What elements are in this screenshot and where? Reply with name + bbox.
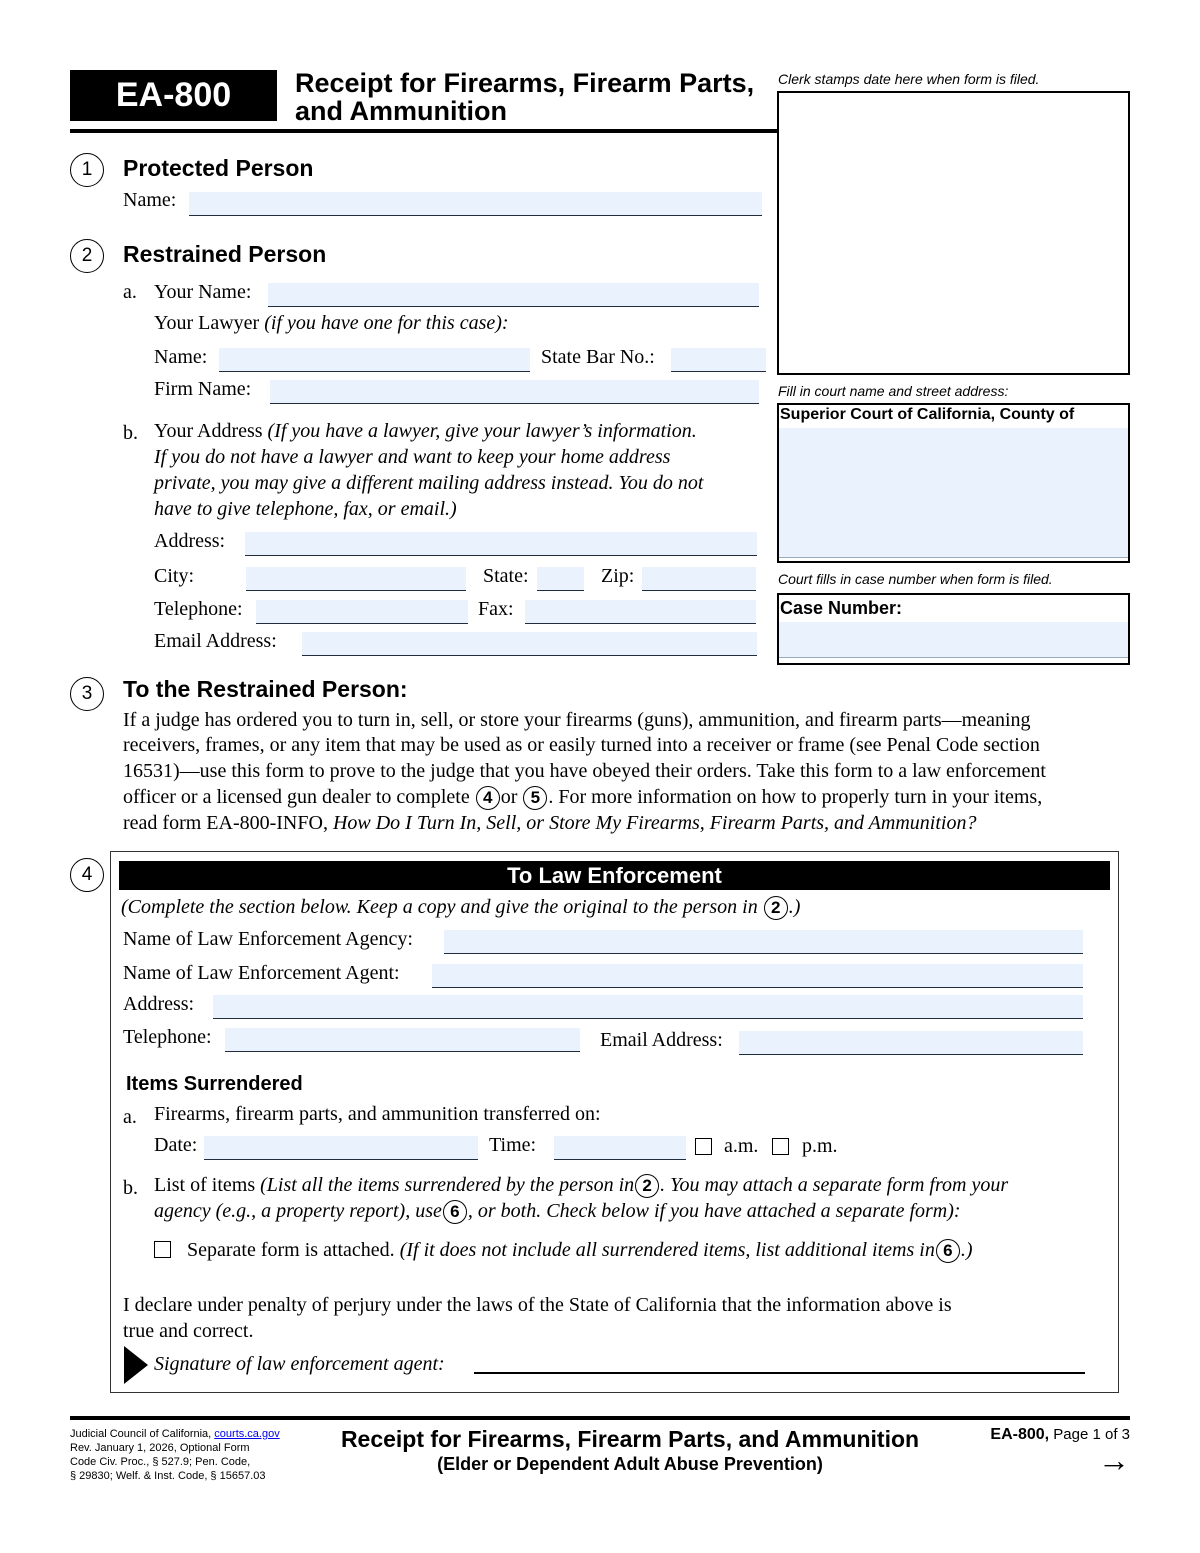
agent-field[interactable] <box>432 964 1083 988</box>
case-number-label: Case Number: <box>780 598 903 618</box>
section-2-title: Restrained Person <box>123 241 327 267</box>
le-address-field[interactable] <box>213 995 1083 1019</box>
court-name: Superior Court of California, County of <box>780 406 1075 423</box>
signature-line[interactable] <box>474 1372 1085 1374</box>
firm-name-label: Firm Name: <box>154 378 252 400</box>
section-1-title: Protected Person <box>123 155 314 181</box>
lawyer-note: (if you have one for this case): <box>264 312 509 334</box>
address-note-4 <box>154 498 457 521</box>
lawyer-name-field[interactable] <box>219 348 530 372</box>
transferred-label: Firearms, firearm parts, and ammunition transferred on: <box>154 1103 601 1125</box>
section-3-line4-b: . For more information on how to properly turn in your items, <box>548 786 1043 808</box>
clerk-stamp-box <box>777 91 1130 375</box>
next-page-arrow-icon: → <box>1098 1442 1130 1478</box>
address-note-3-text: private, you may give a different mailing address instead. You do not <box>154 472 704 494</box>
protected-name-label: Name: <box>123 189 177 211</box>
address-label: Address: <box>154 530 226 552</box>
pm-label: p.m. <box>802 1135 838 1157</box>
state-field[interactable] <box>537 567 584 591</box>
firm-name-field[interactable] <box>270 380 759 404</box>
city-label: City: <box>154 565 195 587</box>
fax-field[interactable] <box>525 600 756 624</box>
ref-section-2-list: 2 <box>635 1174 659 1198</box>
list-items-note-d: , or both. Check below if you have attached a separate form): <box>467 1200 961 1222</box>
list-items-note-c: agency (e.g., a property report), use <box>154 1200 442 1222</box>
separate-form-label: Separate form is attached. <box>187 1239 395 1261</box>
case-number-field[interactable] <box>779 622 1128 658</box>
footer-subtitle: (Elder or Dependent Adult Abuse Prevention) <box>437 1454 823 1474</box>
protected-name-field[interactable] <box>189 192 762 216</box>
le-email-label: Email Address: <box>600 1029 723 1051</box>
le-address-label: Address: <box>123 993 195 1015</box>
pm-checkbox[interactable] <box>772 1138 789 1155</box>
header-rule <box>70 129 778 133</box>
section-4-instruction <box>121 896 800 920</box>
item-a-marker: a. <box>123 281 137 303</box>
ref-section-6-list: 6 <box>443 1200 467 1224</box>
separate-form-line <box>187 1239 973 1263</box>
agent-label: Name of Law Enforcement Agent: <box>123 962 400 984</box>
your-name-label: Your Name: <box>154 281 252 303</box>
ref-section-2: 2 <box>764 896 788 920</box>
form-number: EA-800 <box>115 76 232 114</box>
date-label: Date: <box>154 1134 198 1156</box>
lawyer-label-text: Your Lawyer <box>154 312 260 334</box>
address-note-1: (If you have a lawyer, give your lawyer’s information. <box>267 420 697 442</box>
footer-form-number: EA-800, <box>990 1426 1050 1443</box>
clerk-stamp-label: Clerk stamps date here when form is filed. <box>778 71 1040 87</box>
agency-label: Name of Law Enforcement Agency: <box>123 928 413 950</box>
ref-section-6-attached: 6 <box>936 1239 960 1263</box>
email-label: Email Address: <box>154 630 277 652</box>
zip-field[interactable] <box>642 567 756 591</box>
address-note-3 <box>154 472 703 495</box>
lawyer-label <box>154 312 509 335</box>
footer-rev: Rev. January 1, 2026, Optional Form <box>70 1442 250 1454</box>
section-4-instruction-a: (Complete the section below. Keep a copy and give the original to the person in <box>121 896 758 918</box>
section-3-or: or <box>500 786 518 808</box>
items-surrendered-title: Items Surrendered <box>126 1073 303 1095</box>
ref-section-4: 4 <box>476 786 500 810</box>
separate-form-note-b: .) <box>960 1239 973 1261</box>
section-3-line5-a: read form EA-800-INFO, <box>123 812 328 834</box>
list-items-line2 <box>154 1200 961 1224</box>
telephone-field[interactable] <box>256 600 468 624</box>
section-3-line4-a: officer or a licensed gun dealer to complete <box>123 786 470 808</box>
address-note-4-text: have to give telephone, fax, or email.) <box>154 498 457 520</box>
le-telephone-field[interactable] <box>225 1028 580 1052</box>
list-items-note-b: . You may attach a separate form from your <box>660 1174 1009 1196</box>
state-label: State: <box>483 565 529 587</box>
declaration-line2: true and correct. <box>123 1320 254 1342</box>
section-3-line5 <box>123 812 976 835</box>
address-field[interactable] <box>245 532 757 556</box>
items-b-marker: b. <box>123 1177 138 1199</box>
address-note-2-text: If you do not have a lawyer and want to keep your home address <box>154 446 671 468</box>
signature-arrow-icon <box>124 1346 148 1384</box>
time-field[interactable] <box>554 1136 686 1160</box>
footer-council-line <box>70 1427 280 1441</box>
time-label: Time: <box>489 1134 537 1156</box>
address-intro: Your Address <box>154 420 263 442</box>
law-enforcement-banner-text: To Law Enforcement <box>507 863 722 888</box>
section-3-line1: If a judge has ordered you to turn in, sell, or store your firearms (guns), ammunition, and firearm parts—meaning <box>123 709 1031 731</box>
list-items-note-a: (List all the items surrendered by the person in <box>260 1174 635 1196</box>
item-b-marker: b. <box>123 422 138 444</box>
state-bar-label: State Bar No.: <box>541 346 655 368</box>
section-3-line2: receivers, frames, or any item that may be used as or easily turned into a receiver or frame (see Penal Code section <box>123 734 1040 756</box>
court-address-field[interactable] <box>779 428 1128 558</box>
form-title-line1: Receipt for Firearms, Firearm Parts, <box>295 68 755 98</box>
footer-courts-link[interactable]: courts.ca.gov <box>214 1428 280 1440</box>
telephone-label: Telephone: <box>154 598 243 620</box>
fax-label: Fax: <box>478 598 514 620</box>
address-note-2 <box>154 446 670 469</box>
case-number-note: Court fills in case number when form is filed. <box>778 571 1053 587</box>
am-label: a.m. <box>724 1135 759 1157</box>
signature-label-text: Signature of law enforcement agent: <box>154 1353 445 1375</box>
your-name-field[interactable] <box>268 283 759 307</box>
signature-label <box>154 1353 445 1376</box>
date-field[interactable] <box>204 1136 478 1160</box>
city-field[interactable] <box>246 567 466 591</box>
lawyer-name-label: Name: <box>154 346 208 368</box>
section-3-line4 <box>123 786 1042 810</box>
ref-section-5: 5 <box>523 786 547 810</box>
state-bar-field[interactable] <box>671 348 766 372</box>
zip-label: Zip: <box>601 565 635 587</box>
footer-rule <box>70 1416 1130 1420</box>
section-2-marker: 2 <box>70 239 104 273</box>
form-title-line2: and Ammunition <box>295 96 507 126</box>
section-1-marker: 1 <box>70 153 104 187</box>
separate-form-note-a: (If it does not include all surrendered items, list additional items in <box>399 1239 935 1261</box>
footer-title: Receipt for Firearms, Firearm Parts, and Ammunition <box>340 1426 920 1452</box>
separate-form-checkbox[interactable] <box>154 1241 171 1258</box>
footer-code1: Code Civ. Proc., § 527.9; Pen. Code, <box>70 1456 251 1468</box>
footer-page-number: Page 1 of 3 <box>1053 1426 1130 1443</box>
section-3-line3: 16531)—use this form to prove to the judge that you have obeyed their orders. Take this form to a law enforcement <box>123 760 1046 782</box>
le-telephone-label: Telephone: <box>123 1026 212 1048</box>
footer-council: Judicial Council of California, <box>70 1428 212 1440</box>
court-name-label: Fill in court name and street address: <box>778 383 1009 399</box>
info-form-title: How Do I Turn In, Sell, or Store My Firearms, Firearm Parts, and Ammunition? <box>332 812 977 834</box>
items-a-marker: a. <box>123 1106 137 1128</box>
footer-code2: § 29830; Welf. & Inst. Code, § 15657.03 <box>70 1470 266 1482</box>
section-3-title: To the Restrained Person: <box>123 676 408 702</box>
section-3-marker: 3 <box>70 677 104 711</box>
declaration-line1: I declare under penalty of perjury under the laws of the State of California that the information above is <box>123 1294 952 1316</box>
list-items-line1 <box>154 1174 1008 1198</box>
am-checkbox[interactable] <box>695 1138 712 1155</box>
le-email-field[interactable] <box>739 1031 1083 1055</box>
agency-field[interactable] <box>444 930 1083 954</box>
section-4-instruction-b: .) <box>788 896 801 918</box>
section-4-marker: 4 <box>70 858 104 892</box>
email-field[interactable] <box>302 632 757 656</box>
address-intro-line1 <box>154 420 697 443</box>
list-items-label: List of items <box>154 1174 256 1196</box>
